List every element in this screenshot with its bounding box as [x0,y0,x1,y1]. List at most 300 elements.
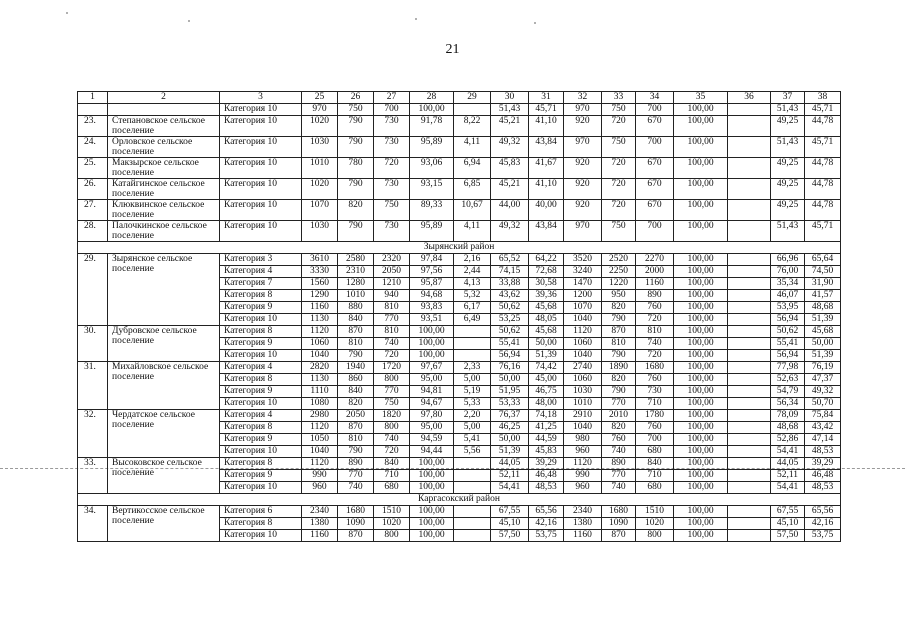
value-cell: 1470 [564,278,602,290]
header-cell: 31 [529,92,564,104]
value-cell: 100,00 [674,506,728,518]
header-cell: 35 [674,92,728,104]
value-cell: 720 [374,158,410,179]
value-cell: 750 [374,398,410,410]
value-cell: 44,05 [491,458,529,470]
row-number: 23. [78,116,108,137]
value-cell: 1940 [338,362,374,374]
value-cell [454,530,491,542]
header-cell: 29 [454,92,491,104]
category-cell: Категория 8 [220,518,302,530]
value-cell [728,326,771,338]
value-cell: 100,00 [410,530,454,542]
value-cell: 5,33 [454,398,491,410]
value-cell: 1010 [302,158,338,179]
value-cell [728,278,771,290]
value-cell: 45,71 [805,221,841,242]
value-cell: 810 [338,338,374,350]
value-cell: 91,78 [410,116,454,137]
value-cell: 95,89 [410,137,454,158]
value-cell [728,200,771,221]
value-cell: 980 [564,434,602,446]
value-cell: 100,00 [410,338,454,350]
value-cell: 1210 [374,278,410,290]
value-cell: 870 [338,422,374,434]
value-cell: 48,53 [529,482,564,494]
value-cell: 52,11 [771,470,805,482]
value-cell: 100,00 [674,221,728,242]
value-cell: 53,33 [491,398,529,410]
value-cell: 49,25 [771,116,805,137]
value-cell: 45,10 [771,518,805,530]
category-cell: Категория 10 [220,179,302,200]
value-cell: 1510 [374,506,410,518]
value-cell: 750 [602,137,636,158]
value-cell: 920 [564,158,602,179]
value-cell: 810 [602,338,636,350]
value-cell: 54,41 [771,446,805,458]
value-cell: 890 [636,290,674,302]
header-cell: 26 [338,92,374,104]
value-cell: 6,94 [454,158,491,179]
value-cell: 3240 [564,266,602,278]
value-cell: 1070 [302,200,338,221]
table-row [78,254,841,266]
value-cell: 95,00 [410,422,454,434]
value-cell: 960 [564,482,602,494]
value-cell: 750 [338,104,374,116]
value-cell: 100,00 [410,104,454,116]
value-cell: 1030 [302,221,338,242]
value-cell: 3520 [564,254,602,266]
value-cell: 48,68 [805,302,841,314]
category-cell: Категория 9 [220,386,302,398]
value-cell: 1130 [302,374,338,386]
category-cell: Категория 3 [220,254,302,266]
value-cell: 750 [374,200,410,221]
value-cell [728,116,771,137]
category-cell: Категория 10 [220,530,302,542]
value-cell: 730 [374,221,410,242]
value-cell: 46,48 [529,470,564,482]
value-cell [728,530,771,542]
value-cell: 44,05 [771,458,805,470]
settlement-name: Михайловское сельское поселение [108,362,220,410]
value-cell: 49,25 [771,179,805,200]
value-cell: 1380 [302,518,338,530]
value-cell: 1120 [564,458,602,470]
value-cell: 990 [564,470,602,482]
value-cell: 730 [374,179,410,200]
value-cell [728,506,771,518]
value-cell: 740 [636,338,674,350]
value-cell: 740 [338,482,374,494]
value-cell: 45,21 [491,179,529,200]
category-cell: Категория 10 [220,350,302,362]
value-cell: 100,00 [410,506,454,518]
value-cell: 97,84 [410,254,454,266]
value-cell: 870 [338,326,374,338]
row-number: 26. [78,179,108,200]
value-cell [454,350,491,362]
scan-dot [534,22,536,24]
page-number: 21 [445,42,460,57]
value-cell: 2000 [636,266,674,278]
value-cell: 840 [636,458,674,470]
value-cell: 51,43 [771,221,805,242]
value-cell: 57,50 [771,530,805,542]
value-cell [728,179,771,200]
value-cell: 53,75 [529,530,564,542]
value-cell: 760 [636,422,674,434]
table-row [78,179,841,200]
value-cell: 72,68 [529,266,564,278]
value-cell: 56,34 [771,398,805,410]
value-cell: 770 [374,386,410,398]
value-cell: 750 [602,104,636,116]
value-cell: 880 [338,302,374,314]
value-cell [728,470,771,482]
value-cell: 49,32 [491,137,529,158]
table-row [78,362,841,374]
value-cell: 95,89 [410,221,454,242]
value-cell: 920 [564,179,602,200]
value-cell: 76,19 [805,362,841,374]
table-row [78,116,841,137]
value-cell: 1680 [602,506,636,518]
value-cell: 66,96 [771,254,805,266]
value-cell: 44,78 [805,179,841,200]
category-cell: Категория 10 [220,221,302,242]
scan-dot [66,12,68,14]
category-cell: Категория 9 [220,338,302,350]
value-cell [454,458,491,470]
value-cell: 33,88 [491,278,529,290]
value-cell [728,446,771,458]
value-cell: 790 [338,116,374,137]
value-cell: 1510 [636,506,674,518]
value-cell: 51,39 [805,314,841,326]
category-cell: Категория 10 [220,137,302,158]
value-cell: 3330 [302,266,338,278]
value-cell: 790 [338,221,374,242]
value-cell: 100,00 [674,338,728,350]
header-cell: 28 [410,92,454,104]
value-cell: 2340 [564,506,602,518]
value-cell: 800 [636,530,674,542]
value-cell: 870 [602,326,636,338]
value-cell: 960 [564,446,602,458]
value-cell: 74,42 [529,362,564,374]
settlement-name: Макзырское сельское поселение [108,158,220,179]
value-cell: 960 [302,482,338,494]
value-cell: 51,39 [491,446,529,458]
value-cell: 47,37 [805,374,841,386]
value-cell [454,326,491,338]
value-cell: 820 [602,422,636,434]
row-number [78,104,108,116]
value-cell: 1040 [302,446,338,458]
value-cell: 740 [374,434,410,446]
value-cell: 1040 [564,314,602,326]
value-cell [454,506,491,518]
value-cell [728,266,771,278]
value-cell: 30,58 [529,278,564,290]
value-cell: 45,71 [805,104,841,116]
value-cell: 100,00 [674,266,728,278]
value-cell: 1040 [302,350,338,362]
value-cell: 920 [564,116,602,137]
value-cell: 2580 [338,254,374,266]
value-cell [454,470,491,482]
value-cell [728,338,771,350]
value-cell: 800 [374,530,410,542]
value-cell: 45,10 [491,518,529,530]
value-cell: 94,81 [410,386,454,398]
value-cell: 2270 [636,254,674,266]
value-cell: 1120 [302,422,338,434]
value-cell: 100,00 [674,530,728,542]
value-cell: 1030 [564,386,602,398]
value-cell: 4,11 [454,137,491,158]
value-cell: 840 [338,314,374,326]
value-cell: 100,00 [674,470,728,482]
table-row [78,104,841,116]
value-cell: 770 [338,470,374,482]
value-cell: 53,95 [771,302,805,314]
value-cell: 93,06 [410,158,454,179]
value-cell: 46,07 [771,290,805,302]
value-cell: 5,32 [454,290,491,302]
value-cell: 46,48 [805,470,841,482]
value-cell: 740 [374,338,410,350]
value-cell: 670 [636,200,674,221]
value-cell: 800 [374,374,410,386]
category-cell: Категория 8 [220,326,302,338]
category-cell: Категория 10 [220,482,302,494]
value-cell: 820 [338,200,374,221]
value-cell [728,422,771,434]
value-cell: 41,10 [529,179,564,200]
value-cell: 790 [602,314,636,326]
value-cell: 680 [374,482,410,494]
value-cell: 56,94 [491,350,529,362]
value-cell: 94,67 [410,398,454,410]
value-cell: 1890 [602,362,636,374]
value-cell: 8,22 [454,116,491,137]
value-cell: 97,56 [410,266,454,278]
value-cell: 56,94 [771,350,805,362]
value-cell: 1110 [302,386,338,398]
value-cell [454,482,491,494]
value-cell: 710 [636,470,674,482]
header-cell: 32 [564,92,602,104]
value-cell: 2340 [302,506,338,518]
value-cell: 67,55 [491,506,529,518]
table-row [78,221,841,242]
value-cell: 45,83 [529,446,564,458]
value-cell: 2,20 [454,410,491,422]
table-row [78,458,841,470]
value-cell: 810 [374,326,410,338]
value-cell [728,290,771,302]
value-cell: 45,68 [529,302,564,314]
value-cell: 44,78 [805,158,841,179]
row-number: 27. [78,200,108,221]
value-cell: 720 [636,350,674,362]
category-cell: Категория 4 [220,362,302,374]
value-cell: 45,00 [529,374,564,386]
value-cell: 4,11 [454,221,491,242]
settlement-name: Зырянское сельское поселение [108,254,220,326]
value-cell: 970 [564,221,602,242]
value-cell: 2050 [338,410,374,422]
value-cell: 720 [602,200,636,221]
value-cell: 1010 [564,398,602,410]
value-cell: 55,41 [491,338,529,350]
value-cell [728,314,771,326]
category-cell: Категория 10 [220,446,302,458]
value-cell: 50,70 [805,398,841,410]
district-name: Каргасокский район [78,494,841,506]
value-cell: 100,00 [674,410,728,422]
value-cell: 810 [338,434,374,446]
value-cell: 760 [636,374,674,386]
value-cell: 76,37 [491,410,529,422]
value-cell: 720 [374,350,410,362]
value-cell: 1060 [564,374,602,386]
header-cell: 25 [302,92,338,104]
value-cell: 1010 [338,290,374,302]
value-cell: 44,78 [805,116,841,137]
category-cell: Категория 6 [220,506,302,518]
tariff-table [77,91,841,542]
header-cell: 34 [636,92,674,104]
value-cell: 670 [636,116,674,137]
value-cell: 41,10 [529,116,564,137]
category-cell: Категория 10 [220,398,302,410]
header-cell: 37 [771,92,805,104]
value-cell: 780 [338,158,374,179]
value-cell: 5,00 [454,422,491,434]
row-number: 33. [78,458,108,494]
value-cell: 50,62 [771,326,805,338]
table-row [78,410,841,422]
header-cell: 1 [78,92,108,104]
value-cell: 810 [374,302,410,314]
row-number: 29. [78,254,108,326]
value-cell: 770 [374,314,410,326]
value-cell: 790 [338,179,374,200]
value-cell: 950 [602,290,636,302]
header-cell: 33 [602,92,636,104]
value-cell: 670 [636,158,674,179]
value-cell: 48,53 [805,482,841,494]
value-cell: 730 [636,386,674,398]
value-cell: 2520 [602,254,636,266]
value-cell: 6,17 [454,302,491,314]
value-cell [728,350,771,362]
value-cell: 100,00 [410,470,454,482]
value-cell: 100,00 [674,398,728,410]
table-row [78,137,841,158]
value-cell [728,434,771,446]
value-cell: 100,00 [674,116,728,137]
category-cell: Категория 7 [220,278,302,290]
value-cell: 1090 [338,518,374,530]
value-cell: 790 [338,137,374,158]
value-cell: 770 [602,470,636,482]
value-cell: 65,56 [529,506,564,518]
table-row [78,158,841,179]
row-number: 31. [78,362,108,410]
value-cell: 2010 [602,410,636,422]
value-cell: 41,67 [529,158,564,179]
settlement-name: Чердатское сельское поселение [108,410,220,458]
value-cell: 1560 [302,278,338,290]
value-cell: 97,67 [410,362,454,374]
value-cell: 43,42 [805,422,841,434]
value-cell: 56,94 [771,314,805,326]
value-cell: 1050 [302,434,338,446]
value-cell: 6,85 [454,179,491,200]
value-cell [728,386,771,398]
value-cell: 970 [564,137,602,158]
value-cell: 42,16 [529,518,564,530]
value-cell: 700 [636,221,674,242]
value-cell: 100,00 [674,200,728,221]
value-cell: 6,49 [454,314,491,326]
settlement-name: Степановское сельское поселение [108,116,220,137]
value-cell: 100,00 [674,278,728,290]
category-cell: Категория 8 [220,290,302,302]
category-cell: Категория 8 [220,422,302,434]
value-cell [728,362,771,374]
value-cell: 31,90 [805,278,841,290]
value-cell [728,398,771,410]
value-cell [728,158,771,179]
value-cell: 45,68 [805,326,841,338]
value-cell: 74,18 [529,410,564,422]
value-cell: 2250 [602,266,636,278]
value-cell: 100,00 [674,422,728,434]
value-cell: 1160 [564,530,602,542]
value-cell: 50,00 [491,374,529,386]
row-number: 32. [78,410,108,458]
header-cell: 27 [374,92,410,104]
value-cell: 76,00 [771,266,805,278]
settlement-name: Клюквинское сельское поселение [108,200,220,221]
value-cell: 2980 [302,410,338,422]
value-cell: 52,11 [491,470,529,482]
value-cell: 5,00 [454,374,491,386]
value-cell: 670 [636,179,674,200]
value-cell: 4,13 [454,278,491,290]
category-cell: Категория 9 [220,470,302,482]
value-cell: 2,16 [454,254,491,266]
value-cell [728,104,771,116]
value-cell: 1280 [338,278,374,290]
value-cell: 100,00 [674,104,728,116]
value-cell: 44,59 [529,434,564,446]
value-cell: 740 [602,482,636,494]
value-cell: 100,00 [410,458,454,470]
value-cell: 65,52 [491,254,529,266]
value-cell: 1720 [374,362,410,374]
value-cell [728,302,771,314]
value-cell: 1120 [302,326,338,338]
value-cell: 45,83 [491,158,529,179]
